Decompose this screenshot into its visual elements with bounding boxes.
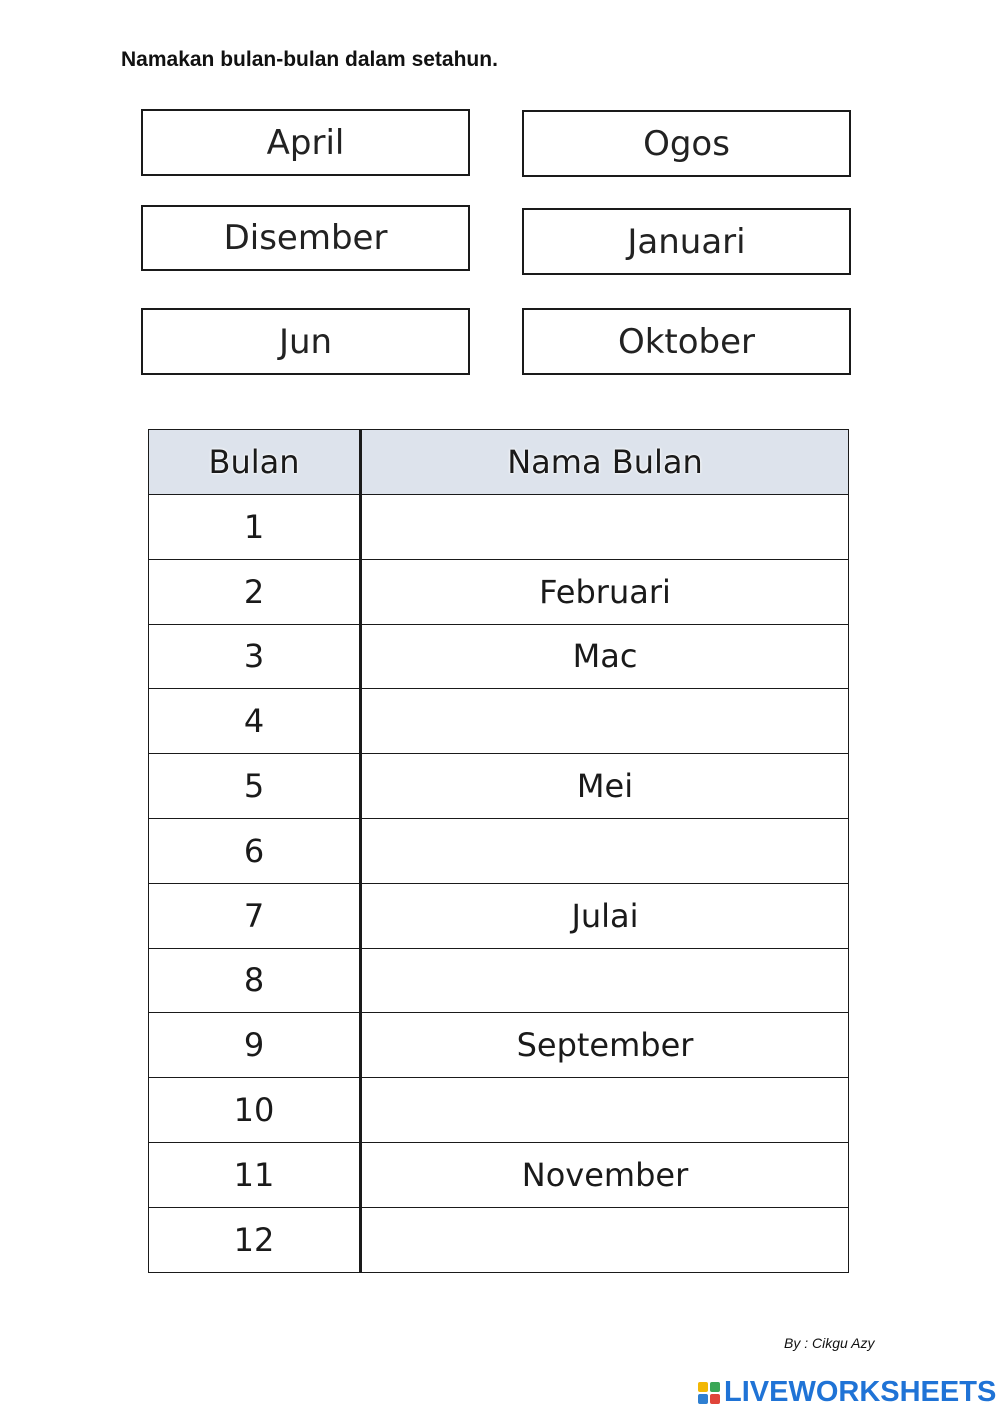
month-number: 12: [149, 1207, 361, 1272]
month-name-answer-cell[interactable]: [361, 1078, 849, 1143]
author-credit: By : Cikgu Azy: [784, 1335, 875, 1351]
month-number: 11: [149, 1142, 361, 1207]
month-number: 9: [149, 1013, 361, 1078]
table-row: [149, 624, 849, 689]
table-row: [149, 495, 849, 560]
month-number: 2: [149, 559, 361, 624]
header-bulan: Bulan: [149, 430, 361, 495]
month-number: 6: [149, 818, 361, 883]
month-name-cell: November: [361, 1142, 849, 1207]
month-name-cell: Mei: [361, 754, 849, 819]
table-row: [149, 818, 849, 883]
table-header-row: [149, 430, 849, 495]
month-name-answer-cell[interactable]: [361, 495, 849, 560]
month-name-answer-cell[interactable]: [361, 1207, 849, 1272]
month-number: 4: [149, 689, 361, 754]
brand-name: LIVEWORKSHEETS: [724, 1376, 997, 1408]
month-name-cell: Mac: [361, 624, 849, 689]
table-row: [149, 883, 849, 948]
month-name-answer-cell[interactable]: [361, 818, 849, 883]
month-number: 3: [149, 624, 361, 689]
month-number: 10: [149, 1078, 361, 1143]
word-card-jun[interactable]: Jun: [141, 308, 470, 375]
month-name-cell: September: [361, 1013, 849, 1078]
table-row: [149, 1142, 849, 1207]
word-card-oktober[interactable]: Oktober: [522, 308, 851, 375]
word-card-disember[interactable]: Disember: [141, 205, 470, 271]
word-card-ogos[interactable]: Ogos: [522, 110, 851, 177]
table-row: [149, 559, 849, 624]
table-row: [149, 689, 849, 754]
table-row: [149, 754, 849, 819]
word-card-april[interactable]: April: [141, 109, 470, 176]
months-table: [148, 429, 849, 1273]
table-row: [149, 1207, 849, 1272]
month-name-cell: Julai: [361, 883, 849, 948]
month-name-answer-cell[interactable]: [361, 948, 849, 1013]
month-number: 1: [149, 495, 361, 560]
month-name-cell: Februari: [361, 559, 849, 624]
table-row: [149, 1078, 849, 1143]
word-card-januari[interactable]: Januari: [522, 208, 851, 275]
table-row: [149, 948, 849, 1013]
header-nama-bulan: Nama Bulan: [361, 430, 849, 495]
table-row: [149, 1013, 849, 1078]
month-name-answer-cell[interactable]: [361, 689, 849, 754]
liveworksheets-logo-icon: [698, 1382, 720, 1404]
month-number: 7: [149, 883, 361, 948]
month-number: 5: [149, 754, 361, 819]
month-number: 8: [149, 948, 361, 1013]
liveworksheets-brand[interactable]: [698, 1376, 996, 1409]
instruction-text: Namakan bulan-bulan dalam setahun.: [121, 48, 498, 71]
